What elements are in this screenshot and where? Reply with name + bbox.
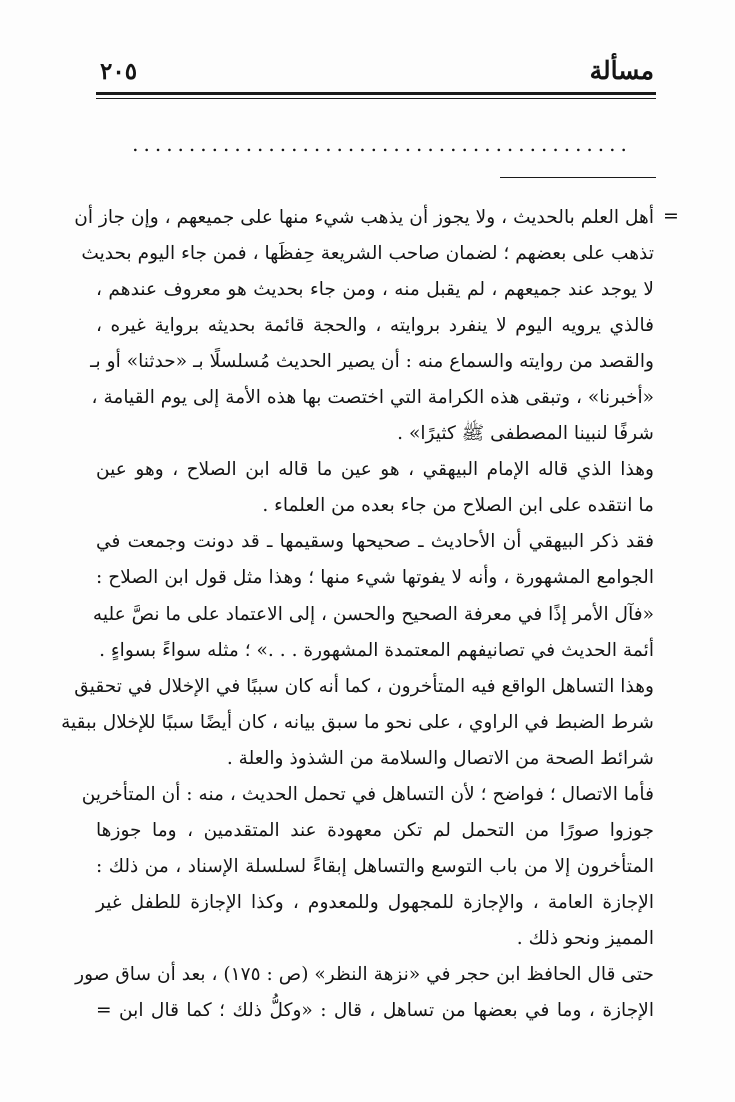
text-line: تذهب على بعضهم ؛ لضمان صاحب الشريعة حِفظَها ، فمن جاء اليوم بحديث	[81, 243, 654, 265]
running-title: مسألة	[589, 56, 654, 85]
text-line: الإجازة ، وما في بعضها من تساهل ، قال : «وكلُّ ذلك ؛ كما قال ابن =	[96, 1000, 654, 1022]
text-line: حتى قال الحافظ ابن حجر في «نزهة النظر» (ص : ١٧٥) ، بعد أن ساق صور	[75, 963, 654, 985]
dotted-separator: ............................................	[132, 132, 632, 156]
footnote-rule	[500, 177, 656, 178]
text-line: «فآل الأمر إذًا في معرفة الصحيح والحسن ، إلى الاعتماد على ما نصَّ عليه	[92, 603, 654, 625]
header-rule-thin	[96, 98, 656, 99]
continuation-mark: =	[663, 205, 679, 227]
text-line: المتأخرون إلا من باب التوسع والتساهل إبقاءً لسلسلة الإسناد ، من ذلك :	[96, 855, 654, 877]
text-line: والقصد من روايته والسماع منه : أن يصير الحديث مُسلسلًا بـ «حدثنا» أو بـ	[90, 351, 654, 373]
text-line: «أخبرنا» ، وتبقى هذه الكرامة التي اختصت بها هذه الأمة إلى يوم القيامة ،	[91, 387, 654, 409]
text-line: شرط الضبط في الراوي ، على نحو ما سبق بيانه ، كان أيضًا سببًا للإخلال ببقية	[61, 711, 654, 733]
text-line: الجوامع المشهورة ، وأنه لا يفوتها شيء منها ؛ وهذا مثل قول ابن الصلاح :	[96, 567, 654, 589]
text-line: الإجازة العامة ، والإجازة للمجهول وللمعدوم ، وكذا الإجازة للطفل غير	[96, 891, 654, 913]
page-number: ٢٠٥	[100, 58, 138, 85]
text-line: أهل العلم بالحديث ، ولا يجوز أن يذهب شيء منها على جميعهم ، وإن جاز أن	[74, 207, 654, 228]
body-text	[61, 200, 654, 1029]
header-rule-thick	[96, 92, 656, 95]
text-line: فأما الاتصال ؛ فواضح ؛ لأن التساهل في تحمل الحديث ، منه : أن المتأخرين	[81, 783, 654, 805]
text-line: وهذا التساهل الواقع فيه المتأخرون ، كما أنه كان سببًا في الإخلال في تحقيق	[74, 675, 654, 697]
text-line: فالذي يرويه اليوم لا ينفرد بروايته ، والحجة قائمة بحديثه برواية غيره ،	[96, 315, 654, 337]
text-line: شرائط الصحة من الاتصال والسلامة من الشذوذ والعلة .	[226, 747, 654, 769]
text-line: ما انتقده على ابن الصلاح من جاء بعده من العلماء .	[262, 495, 654, 517]
text-line: جوزوا صورًا من التحمل لم تكن معهودة عند المتقدمين ، وما جوزها	[96, 819, 654, 841]
text-line: أئمة الحديث في تصانيفهم المعتمدة المشهورة . . .» ؛ مثله سواءً بسواءٍ .	[99, 639, 654, 661]
text-line: فقد ذكر البيهقي أن الأحاديث ـ صحيحها وسقيمها ـ قد دونت وجمعت في	[96, 531, 654, 553]
text-line: المميز ونحو ذلك .	[516, 927, 654, 949]
text-line: شرفًا لنبينا المصطفى ﷺ كثيرًا» .	[397, 423, 654, 445]
text-line: لا يوجد عند جميعهم ، لم يقبل منه ، ومن جاء بحديث هو معروف عندهم ،	[96, 279, 654, 301]
text-line: وهذا الذي قاله الإمام البيهقي ، هو عين ما قاله ابن الصلاح ، وهو عين	[96, 459, 654, 481]
page-header	[96, 52, 656, 92]
